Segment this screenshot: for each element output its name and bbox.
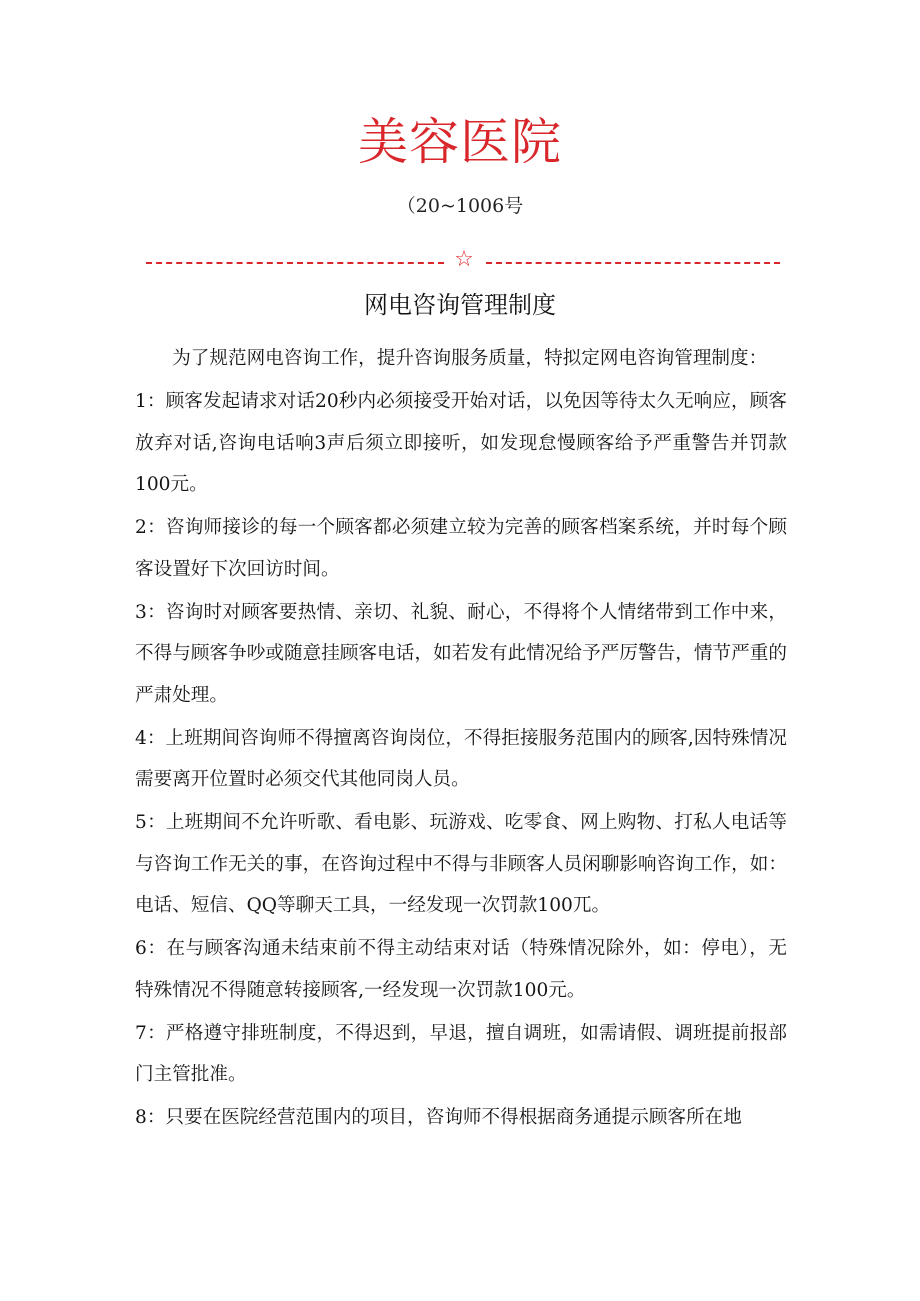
rule-paragraph-4: 4：上班期间咨询师不得擅离咨询岗位，不得拒接服务范围内的顾客,因特殊情况需要离开位置时必须交代其他同岗人员。 — [135, 727, 787, 790]
rule-paragraph-1: 1：顾客发起请求对话20秒内必须接受开始对话，以免因等待太久无响应，顾客放弃对话,咨询电话响3声后须立即接听，如发现怠慢顾客给予严重警告并罚款100元。 — [135, 391, 787, 495]
document-number: （20~1006号 — [396, 195, 524, 217]
document-body — [135, 338, 787, 1140]
divider-line-left — [146, 262, 444, 264]
rule-paragraph-2: 2：咨询师接诊的每一个顾客都必须建立较为完善的顾客档案系统，并时每个顾客设置好下次回访时间。 — [135, 517, 787, 580]
header-divider — [146, 247, 780, 274]
rule-paragraph-8: 8：只要在医院经营范围内的项目，咨询师不得根据商务通提示顾客所在地 — [135, 1107, 742, 1128]
rule-paragraph-5: 5：上班期间不允许听歌、看电影、玩游戏、吃零食、网上购物、打私人电话等与咨询工作无关的事，在咨询过程中不得与非顾客人员闲聊影响咨询工作，如：电话、短信、QQ等聊天工具，一经发现一次罚款100兀。 — [135, 812, 787, 916]
document-heading: 网电咨询管理制度 — [364, 291, 556, 319]
intro-paragraph: 为了规范网电咨询工作，提升咨询服务质量，特拟定网电咨询管理制度： — [172, 348, 768, 369]
org-title: 美容医院 — [358, 113, 562, 171]
rule-paragraph-3: 3：咨询时对顾客要热情、亲切、礼貌、耐心，不得将个人情绪带到工作中来，不得与顾客争吵或随意挂顾客电话，如若发有此情况给予严厉警告，情节严重的严肃处理。 — [135, 601, 787, 706]
divider-line-right — [486, 262, 780, 264]
rule-paragraph-6: 6：在与顾客沟通未结束前不得主动结束对话（特殊情况除外，如：停电），无特殊情况不得随意转接顾客,一经发现一次罚款100元。 — [135, 938, 787, 1001]
rule-paragraph-7: 7：严格遵守排班制度，不得迟到，早退，擅自调班，如需请假、调班提前报部门主管批准。 — [135, 1022, 787, 1085]
star-outline-icon: ☆ — [454, 247, 474, 272]
